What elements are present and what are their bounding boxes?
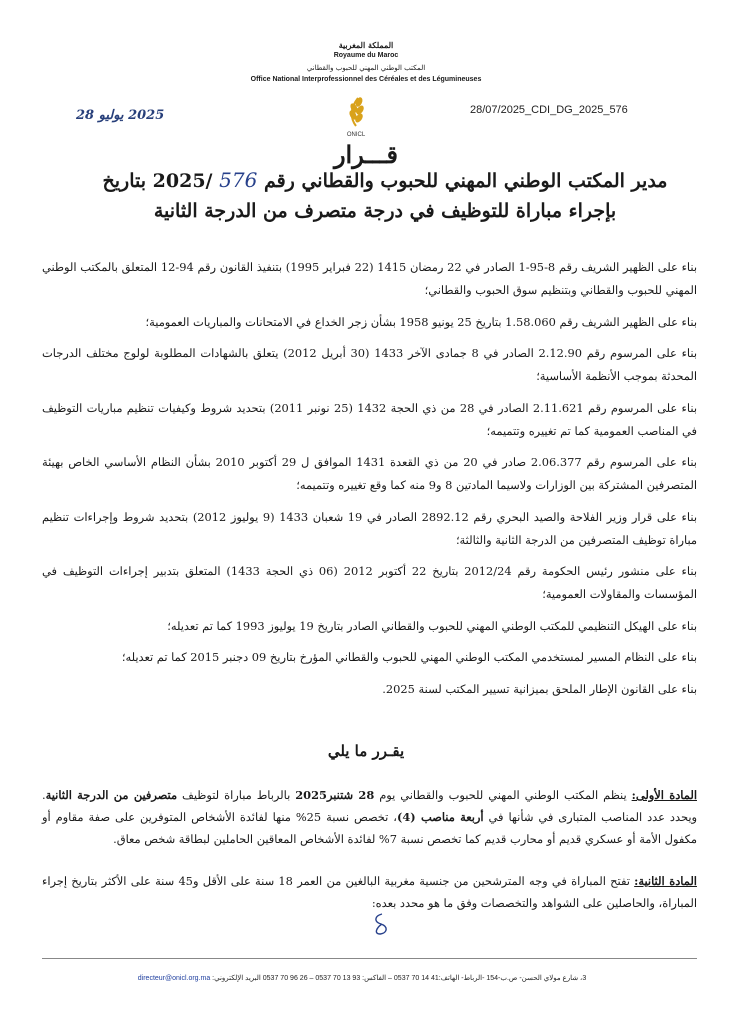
article-1-date: 28 شتنبر2025 [295,788,375,802]
article-1-text: ينظم المكتب الوطني المهني للحبوب والقطاني يوم [374,788,632,802]
handwritten-decision-number: 576 [219,168,258,192]
title-suffix: /2025 بتاريخ [102,170,213,192]
recital: بناء على قرار وزير الفلاحة والصيد البحري رقم 2892.12 الصادر في 19 شعبان 1433 (9 يوليوز 2012) بتحديد شروط وإجراءات تنظيم مباراة توظيف المتصرفين من الدرجة الثانية والثالثة؛ [42,509,697,547]
date-stamp: 2025 يوليو 28 [76,108,165,123]
initials-signature-icon [370,912,392,936]
decision-heading: قـــرار [333,140,399,169]
footer-email-link[interactable]: directeur@onicl.org.ma [137,975,211,982]
article-2 [42,870,697,914]
recital: بناء على المرسوم رقم 2.12.90 الصادر في 8 جمادى الآخر 1433 (30 أبريل 2012) يتعلق بالشهادات المطلوبة لولوج مختلف الدرجات المحدثة بموجب الأنظمة الأساسية؛ [42,346,698,383]
onicl-logo-icon [336,92,376,132]
footer-address: 3، شارع مولاي الحسن- ص.ب-154 -الرباط- الهاتف:41 14 70 0537 – الفاكس: 93 13 70 0537 – 26 96 70 0537 البريد الإلكتروني: [210,975,587,982]
kingdom-arabic: المملكة المغربية [338,40,394,50]
recital: بناء على القانون الإطار الملحق بميزانية تسيير المكتب لسنة 2025. [382,681,697,696]
recital: بناء على الظهير الشريف رقم 1.58.060 بتاريخ 25 يونيو 1958 بشأن زجر الخداع في الامتحانات والمباريات العمومية؛ [145,314,697,329]
article-2-text: تفتح المباراة في وجه المترشحين من جنسية مغربية البالغين من العمر 18 سنة على الأقل و45 سنة على الأكثر بتاريخ إجراء المباراة، والحاصلين على الشواهد والتخصصات وفق ما هو محدد بعده: [42,874,697,910]
logo-caption: ONICL [346,132,366,138]
kingdom-french: Royaume du Maroc [333,52,399,59]
recital: بناء على المرسوم رقم 2.06.377 صادر في 20 من ذي القعدة 1431 الموافق ل 29 أكتوبر 2010 بشأن النظام الأساسي الخاص بهيئة المتصرفين المشتركة بين الوزارات ولاسيما المادتين 8 و9 منه كما وقع تغييره وتتميمه؛ [42,455,697,492]
article-1-text: ، تخصص نسبة 25% منها لفائدة الأشخاص المتوفرين على صفة مقاوم أو مكفول الأمة أو عسكري قديم أو محارب قديم كما تخصص نسبة 7% لفائدة الأشخاص المعاقين الحاملين لبطاقة شخص معاق. [42,810,697,846]
recital: بناء على النظام المسير لمستخدمي المكتب الوطني المهني للحبوب والقطاني المؤرخ بتاريخ 09 دجنبر 2015 كما تم تعديله؛ [121,650,697,664]
decision-title-line1 [80,168,690,192]
article-1-posts: أربعة مناصب (4) [396,810,484,824]
decision-title-line2: بإجراء مباراة للتوظيف في درجة متصرف من الدرجة الثانية [153,200,617,222]
article-2-label: المادة الثانية: [634,874,697,888]
article-1-label: المادة الأولى: [631,788,697,802]
recital: بناء على الظهير الشريف رقم 8-95-1 الصادر في 22 رمضان 1415 (22 فبراير 1995) بتنفيذ القانون رقم 94-12 المتعلق بالمكتب الوطني المهني للحبوب والقطاني وبتنظيم سوق الحبوب والقطاني؛ [42,260,698,297]
recital: بناء على منشور رئيس الحكومة رقم 2012/24 بتاريخ 22 أكتوبر 2012 (06 ذي الحجة 1433) المتعلق بتدبير إجراءات التوظيف في المؤسسات والمقاولات العمومية؛ [42,564,697,601]
footer-contact [92,974,632,982]
reference-number: 28/07/2025_CDI_DG_2025_576 [470,104,628,116]
recital: بناء على الهيكل التنظيمي للمكتب الوطني المهني للحبوب والقطاني الصادر بتاريخ 19 يوليوز 1993 كما تم تعديله؛ [167,618,697,633]
article-1-grade: متصرفين من الدرجة الثانية [45,788,178,802]
article-1-text: . ويحدد عدد المناصب المتبارى في شأنها في [42,788,697,824]
decides-heading: يقـرر ما يلي [327,742,405,760]
recitals [42,256,697,709]
footer-divider [42,958,697,959]
article-1-text: بالرباط مباراة لتوظيف [177,788,296,802]
title-prefix: مدير المكتب الوطني المهني للحبوب والقطاني رقم [263,170,668,192]
office-name-arabic: المكتب الوطني المهني للحبوب والقطاني [306,64,426,72]
recital: بناء على المرسوم رقم 2.11.621 الصادر في 28 من ذي الحجة 1432 (25 نونبر 2011) بتحديد شروط وكيفيات تنظيم مباريات التوظيف في المناصب العمومية كما تم تغييره وتتميمه؛ [42,400,697,438]
office-name-french: Office National Interprofessionnel des Céréales et des Légumineuses [250,76,482,83]
article-1 [42,784,697,850]
